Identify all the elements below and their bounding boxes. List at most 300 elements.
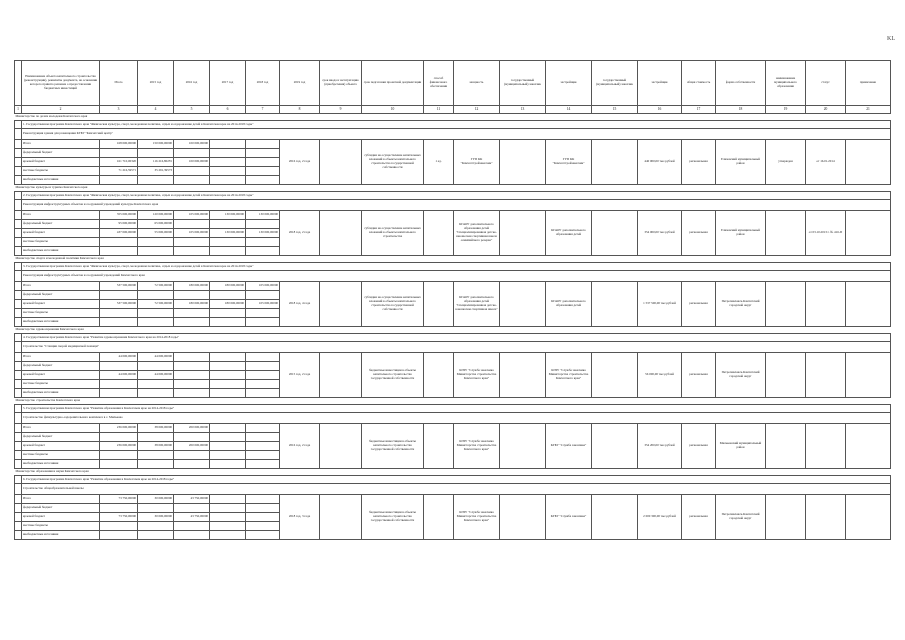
- amount-cell: [100, 149, 138, 158]
- capacity-cell: [424, 353, 454, 398]
- builder-cell: ГУП КК "Камчатстройзаказчик": [546, 140, 592, 185]
- status-cell: [766, 424, 806, 469]
- customer-cell: КГБУ "Служба заказчика Министерства строительства Камчатского края": [454, 353, 500, 398]
- row-marker: [15, 531, 22, 540]
- amount-cell: [174, 522, 210, 531]
- amount-cell: [138, 460, 174, 469]
- column-number: 9: [320, 106, 362, 114]
- row-marker: [15, 362, 22, 371]
- amount-cell: [100, 433, 138, 442]
- developer-cell: [500, 140, 546, 185]
- row-marker: [15, 158, 22, 167]
- program-marker: [15, 121, 22, 129]
- amount-cell: [210, 495, 246, 504]
- funding-source: федеральный бюджет: [22, 291, 100, 300]
- customer-cell: ГУП КК "Камчатстройзаказчик": [454, 140, 500, 185]
- ministry-row: [15, 398, 891, 405]
- column-number-row: [15, 106, 891, 114]
- developer-cell: [500, 424, 546, 469]
- amount-cell: [210, 442, 246, 451]
- row-marker: [15, 380, 22, 389]
- document-page: [14, 60, 890, 540]
- table-body: [15, 114, 891, 540]
- amount-cell: [100, 460, 138, 469]
- amount-cell: [246, 451, 280, 460]
- header-cell: 2015 год: [138, 61, 174, 106]
- amount-cell: 180 000,00000: [210, 300, 246, 309]
- ownership-cell: региональная: [682, 140, 716, 185]
- funding-source: федеральный бюджет: [22, 433, 100, 442]
- page-mark: KL: [887, 36, 895, 42]
- amount-cell: [210, 247, 246, 256]
- amount-cell: 44 000,00000: [138, 353, 174, 362]
- term-cell: 2018 год, 2 года: [280, 211, 320, 256]
- cost-cell: 56 000,00 тыс.рублей: [638, 353, 682, 398]
- amount-cell: 200 000,00000: [174, 442, 210, 451]
- amount-cell: 105 000,00000: [174, 229, 210, 238]
- ownership-cell: региональная: [682, 424, 716, 469]
- amount-cell: [174, 238, 210, 247]
- object-marker: [15, 484, 22, 495]
- operator-cell: [592, 140, 638, 185]
- amount-cell: 537 500,00000: [100, 300, 138, 309]
- row-marker: [15, 353, 22, 362]
- funding-source: Итого: [22, 140, 100, 149]
- amount-cell: [246, 167, 280, 176]
- column-number: 11: [424, 106, 454, 114]
- column-number: 12: [454, 106, 500, 114]
- amount-cell: 43 750,00000: [174, 513, 210, 522]
- amount-cell: 537 500,00000: [100, 282, 138, 291]
- operator-cell: [592, 353, 638, 398]
- amount-cell: [138, 362, 174, 371]
- design-cell: [320, 140, 362, 185]
- ownership-cell: региональная: [682, 353, 716, 398]
- column-number: 2: [22, 106, 100, 114]
- row-marker: [15, 451, 22, 460]
- funding-source: краевой бюджет: [22, 229, 100, 238]
- amount-cell: 355 000,00000: [100, 211, 138, 220]
- design-cell: [320, 495, 362, 540]
- developer-cell: [500, 282, 546, 327]
- amount-cell: 150 000,00000: [138, 140, 174, 149]
- amount-cell: [138, 149, 174, 158]
- amount-cell: [246, 140, 280, 149]
- amount-cell: 116 216,80255: [138, 158, 174, 167]
- term-cell: 2016 год, 2 года: [280, 424, 320, 469]
- column-number: 13: [500, 106, 546, 114]
- amount-cell: 130 000,00000: [246, 229, 280, 238]
- investment-objects-table: [14, 60, 891, 540]
- header-cell: мощность: [454, 61, 500, 106]
- row-marker: [15, 300, 22, 309]
- amount-cell: [174, 149, 210, 158]
- column-number: 10: [362, 106, 424, 114]
- amount-cell: 35 291,39573: [138, 167, 174, 176]
- amount-cell: 44 000,00000: [100, 371, 138, 380]
- ministry-name: Министерство образования и науки Камчатского края: [15, 469, 891, 476]
- amount-cell: [246, 247, 280, 256]
- header-cell: государственный (муниципальный) заказчик: [592, 61, 638, 106]
- header-cell: 2019 год: [280, 61, 320, 106]
- header-cell: Итого: [100, 61, 138, 106]
- funding-source: внебюджетные источники: [22, 460, 100, 469]
- table-row: [15, 495, 891, 504]
- amount-cell: [210, 167, 246, 176]
- note-cell: [806, 353, 846, 398]
- object-marker: [15, 413, 22, 424]
- funding-source: федеральный бюджет: [22, 220, 100, 229]
- amount-cell: [246, 424, 280, 433]
- amount-cell: 130 000,00000: [246, 211, 280, 220]
- funding-source: краевой бюджет: [22, 158, 100, 167]
- row-marker: [15, 229, 22, 238]
- purpose-cell: бюджетные инвестиции в объекты капитального строительства государственной собственности: [362, 424, 424, 469]
- amount-cell: [174, 309, 210, 318]
- customer-cell: КГБУ "Служба заказчика Министерства строительства Камчатского края": [454, 424, 500, 469]
- row-marker: [15, 211, 22, 220]
- program-row: [15, 405, 891, 413]
- cost-cell: 1 537 500,00 тыс.рублей: [638, 282, 682, 327]
- number-cell: [846, 211, 891, 256]
- funding-source: внебюджетные источники: [22, 247, 100, 256]
- amount-cell: 236 000,00000: [100, 442, 138, 451]
- amount-cell: [174, 531, 210, 540]
- ministry-row: [15, 185, 891, 192]
- object-marker: [15, 342, 22, 353]
- amount-cell: [100, 504, 138, 513]
- amount-cell: 105 000,00000: [174, 211, 210, 220]
- amount-cell: [138, 380, 174, 389]
- funding-source: краевой бюджет: [22, 371, 100, 380]
- municipality-cell: Елизовский муниципальный район: [716, 140, 766, 185]
- amount-cell: [246, 362, 280, 371]
- amount-cell: [246, 460, 280, 469]
- ownership-cell: региональная: [682, 495, 716, 540]
- program-marker: [15, 334, 22, 342]
- row-marker: [15, 522, 22, 531]
- design-cell: [320, 211, 362, 256]
- ownership-cell: региональная: [682, 211, 716, 256]
- amount-cell: [210, 522, 246, 531]
- amount-cell: 44 000,00000: [100, 353, 138, 362]
- table-row: [15, 282, 891, 291]
- amount-cell: [210, 531, 246, 540]
- municipality-cell: Петропавловск-Камчатский городской округ: [716, 495, 766, 540]
- builder-cell: КГБУ "Служба заказчика Министерства строительства Камчатского края": [546, 353, 592, 398]
- ministry-name: Министерство спорта и молодежной политики Камчатского края: [15, 256, 891, 263]
- program-name: 3. Государственная программа Камчатского края "Физическая культура, спорт, молодежная политика, отдых и оздоровление детей в Камчатском крае на 2014-2018 годы": [22, 263, 891, 271]
- municipality-cell: Мильковский муниципальный район: [716, 424, 766, 469]
- amount-cell: 72 500,00000: [138, 282, 174, 291]
- amount-cell: 38 000,00000: [138, 442, 174, 451]
- amount-cell: 100 000,00000: [174, 140, 210, 149]
- amount-cell: [210, 389, 246, 398]
- funding-source: внебюджетные источники: [22, 318, 100, 327]
- header-cell: общая стоимость: [682, 61, 716, 106]
- note-cell: от 16.01.2014: [806, 140, 846, 185]
- column-number: 18: [716, 106, 766, 114]
- amount-cell: [138, 504, 174, 513]
- column-number: 21: [846, 106, 891, 114]
- program-marker: [15, 192, 22, 200]
- number-cell: [846, 282, 891, 327]
- column-number: 3: [100, 106, 138, 114]
- amount-cell: [210, 158, 246, 167]
- funding-source: Итого: [22, 211, 100, 220]
- amount-cell: [138, 247, 174, 256]
- header-cell: Наименование объекта капитального строительства (реконструкции), реквизиты документа, на основании которого принято решение о предоставлении бюджетных инвестиций: [22, 61, 100, 106]
- term-cell: 2018 год, 4 года: [280, 282, 320, 327]
- header-cell: способ финансового обеспечения: [424, 61, 454, 106]
- amount-cell: [174, 247, 210, 256]
- amount-cell: [210, 353, 246, 362]
- amount-cell: [174, 353, 210, 362]
- ministry-row: [15, 114, 891, 121]
- object-name: Реконструкция инфраструктурных объектов и сооружений учреждений Камчатского края: [22, 271, 891, 282]
- amount-cell: [246, 531, 280, 540]
- row-marker: [15, 318, 22, 327]
- municipality-cell: Петропавловск-Камчатский городской округ: [716, 282, 766, 327]
- amount-cell: [100, 247, 138, 256]
- row-marker: [15, 389, 22, 398]
- amount-cell: 30 000,00000: [138, 513, 174, 522]
- table-row: [15, 353, 891, 362]
- capacity-cell: [424, 282, 454, 327]
- object-name: Строительство общеобразовательной школы: [22, 484, 891, 495]
- amount-cell: [210, 220, 246, 229]
- amount-cell: [100, 531, 138, 540]
- amount-cell: [100, 176, 138, 185]
- design-cell: [320, 424, 362, 469]
- program-row: [15, 192, 891, 200]
- amount-cell: [174, 451, 210, 460]
- amount-cell: [210, 451, 246, 460]
- status-cell: [766, 353, 806, 398]
- column-number: 16: [638, 106, 682, 114]
- funding-source: Итого: [22, 353, 100, 362]
- amount-cell: 161 710,00320: [100, 158, 138, 167]
- column-number: 19: [766, 106, 806, 114]
- row-marker: [15, 282, 22, 291]
- operator-cell: [592, 424, 638, 469]
- funding-source: внебюджетные источники: [22, 389, 100, 398]
- ministry-name: Министерство здравоохранения Камчатского края: [15, 327, 891, 334]
- amount-cell: [246, 442, 280, 451]
- builder-cell: КГБУ "Служба заказчика": [546, 495, 592, 540]
- column-number: 4: [138, 106, 174, 114]
- amount-cell: [246, 238, 280, 247]
- number-cell: [846, 140, 891, 185]
- status-cell: утвержден: [766, 140, 806, 185]
- program-row: [15, 263, 891, 271]
- amount-cell: [100, 238, 138, 247]
- header-cell: наименование муниципального образования: [766, 61, 806, 106]
- funding-source: федеральный бюджет: [22, 149, 100, 158]
- column-number: 7: [246, 106, 280, 114]
- design-cell: [320, 282, 362, 327]
- amount-cell: 180 000,00000: [174, 300, 210, 309]
- header-cell: статус: [806, 61, 846, 106]
- amount-cell: [210, 460, 246, 469]
- amount-cell: 71 216,59571: [100, 167, 138, 176]
- amount-cell: [246, 158, 280, 167]
- amount-cell: [246, 176, 280, 185]
- amount-cell: [246, 522, 280, 531]
- purpose-cell: субсидии на осуществление капитальных вложений в объекты капитального строительства государственной собственности: [362, 282, 424, 327]
- amount-cell: 38 000,00000: [138, 424, 174, 433]
- program-row: [15, 121, 891, 129]
- amount-cell: 168 000,00000: [100, 140, 138, 149]
- amount-cell: [138, 522, 174, 531]
- program-marker: [15, 263, 22, 271]
- purpose-cell: субсидии на осуществление капитальных вложений в объекты капитального строительства государственной собственности: [362, 140, 424, 185]
- status-cell: [766, 495, 806, 540]
- row-marker: [15, 140, 22, 149]
- row-marker: [15, 309, 22, 318]
- purpose-cell: бюджетные инвестиции в объекты капитального строительства государственной собственности: [362, 353, 424, 398]
- row-marker: [15, 495, 22, 504]
- customer-cell: КГБУ "Служба заказчика Министерства строительства Камчатского края": [454, 495, 500, 540]
- object-marker: [15, 129, 22, 140]
- column-number: 1: [15, 106, 22, 114]
- amount-cell: [100, 522, 138, 531]
- ownership-cell: региональная: [682, 282, 716, 327]
- purpose-cell: бюджетные инвестиции в объекты капитального строительства государственной собственности: [362, 495, 424, 540]
- table-row: [15, 211, 891, 220]
- row-marker: [15, 291, 22, 300]
- amount-cell: [100, 318, 138, 327]
- capacity-cell: [424, 211, 454, 256]
- amount-cell: 73 750,00000: [100, 513, 138, 522]
- ministry-row: [15, 256, 891, 263]
- amount-cell: [210, 238, 246, 247]
- table-row: [15, 424, 891, 433]
- amount-cell: 43 750,00000: [174, 495, 210, 504]
- amount-cell: [174, 220, 210, 229]
- header-cell: 2018 год: [246, 61, 280, 106]
- funding-source: федеральный бюджет: [22, 504, 100, 513]
- funding-source: краевой бюджет: [22, 513, 100, 522]
- object-row: [15, 200, 891, 211]
- developer-cell: [500, 495, 546, 540]
- header-cell: государственный (муниципальный) заказчик: [500, 61, 546, 106]
- row-marker: [15, 149, 22, 158]
- program-name: 1. Государственная программа Камчатского края "Физическая культура, спорт, молодежная политика, отдых и оздоровление детей в Камчатском крае на 2014-2018 годы": [22, 121, 891, 129]
- funding-source: местные бюджеты: [22, 238, 100, 247]
- amount-cell: 55 000,00000: [138, 229, 174, 238]
- amount-cell: [210, 176, 246, 185]
- amount-cell: [174, 389, 210, 398]
- funding-source: федеральный бюджет: [22, 362, 100, 371]
- row-marker: [15, 513, 22, 522]
- amount-cell: [210, 380, 246, 389]
- amount-cell: [246, 380, 280, 389]
- amount-cell: [246, 513, 280, 522]
- term-cell: 2016 год, 2 года: [280, 140, 320, 185]
- amount-cell: [174, 460, 210, 469]
- funding-source: местные бюджеты: [22, 167, 100, 176]
- ministry-row: [15, 327, 891, 334]
- object-marker: [15, 200, 22, 211]
- amount-cell: 100 000,00000: [174, 158, 210, 167]
- amount-cell: [210, 362, 246, 371]
- amount-cell: [100, 291, 138, 300]
- amount-cell: 72 500,00000: [138, 300, 174, 309]
- header-row: [15, 61, 891, 106]
- header-cell: 2017 год: [210, 61, 246, 106]
- object-marker: [15, 271, 22, 282]
- amount-cell: [138, 451, 174, 460]
- funding-source: внебюджетные источники: [22, 531, 100, 540]
- header-cell: срок ввода в эксплуатацию (приобретения) объекта: [320, 61, 362, 106]
- program-name: 5. Государственная программа Камчатского края "Развитие образования в Камчатском крае на 2014-2018 годы": [22, 405, 891, 413]
- amount-cell: [246, 389, 280, 398]
- column-number: 8: [280, 106, 320, 114]
- funding-source: внебюджетные источники: [22, 176, 100, 185]
- header-cell: застройщик: [638, 61, 682, 106]
- amount-cell: 65 000,00000: [138, 220, 174, 229]
- column-number: 14: [546, 106, 592, 114]
- amount-cell: [100, 362, 138, 371]
- amount-cell: [100, 389, 138, 398]
- object-row: [15, 129, 891, 140]
- amount-cell: [246, 318, 280, 327]
- amount-cell: [246, 353, 280, 362]
- object-name: Реконструкция инфраструктурных объектов и сооружений учреждений культуры Камчатского края: [22, 200, 891, 211]
- amount-cell: [246, 371, 280, 380]
- program-marker: [15, 405, 22, 413]
- amount-cell: [174, 380, 210, 389]
- amount-cell: [246, 504, 280, 513]
- object-row: [15, 413, 891, 424]
- note-cell: [806, 424, 846, 469]
- funding-source: местные бюджеты: [22, 309, 100, 318]
- row-marker: [15, 460, 22, 469]
- amount-cell: 30 000,00000: [138, 495, 174, 504]
- object-row: [15, 271, 891, 282]
- row-marker: [15, 424, 22, 433]
- amount-cell: [174, 318, 210, 327]
- amount-cell: 130 000,00000: [210, 229, 246, 238]
- customer-cell: КГАОУ дополнительного образования детей "Специализированная детско-юношеская спортивная школа олимпийского резерва": [454, 211, 500, 256]
- amount-cell: [174, 291, 210, 300]
- column-number: 5: [174, 106, 210, 114]
- amount-cell: [174, 167, 210, 176]
- amount-cell: [138, 238, 174, 247]
- term-cell: 2018 год, 3 года: [280, 495, 320, 540]
- funding-source: Итого: [22, 495, 100, 504]
- amount-cell: 236 000,00000: [100, 424, 138, 433]
- customer-cell: КГАОУ дополнительного образования детей "Специализированная детско-юношеская спортивная школа": [454, 282, 500, 327]
- builder-cell: КГАОУ дополнительного образования детей: [546, 211, 592, 256]
- cost-cell: 440 000,00 тыс.рублей: [638, 140, 682, 185]
- developer-cell: [500, 211, 546, 256]
- row-marker: [15, 371, 22, 380]
- developer-cell: [500, 353, 546, 398]
- note-cell: от 03.10.2013 г. № 416-П: [806, 211, 846, 256]
- funding-source: местные бюджеты: [22, 522, 100, 531]
- number-cell: [846, 424, 891, 469]
- funding-source: местные бюджеты: [22, 451, 100, 460]
- amount-cell: [210, 140, 246, 149]
- table-row: [15, 140, 891, 149]
- row-marker: [15, 176, 22, 185]
- status-cell: [766, 211, 806, 256]
- amount-cell: [138, 291, 174, 300]
- cost-cell: 354 200,00 тыс.рублей: [638, 424, 682, 469]
- object-name: Строительство "Станции скорой медицинской помощи": [22, 342, 891, 353]
